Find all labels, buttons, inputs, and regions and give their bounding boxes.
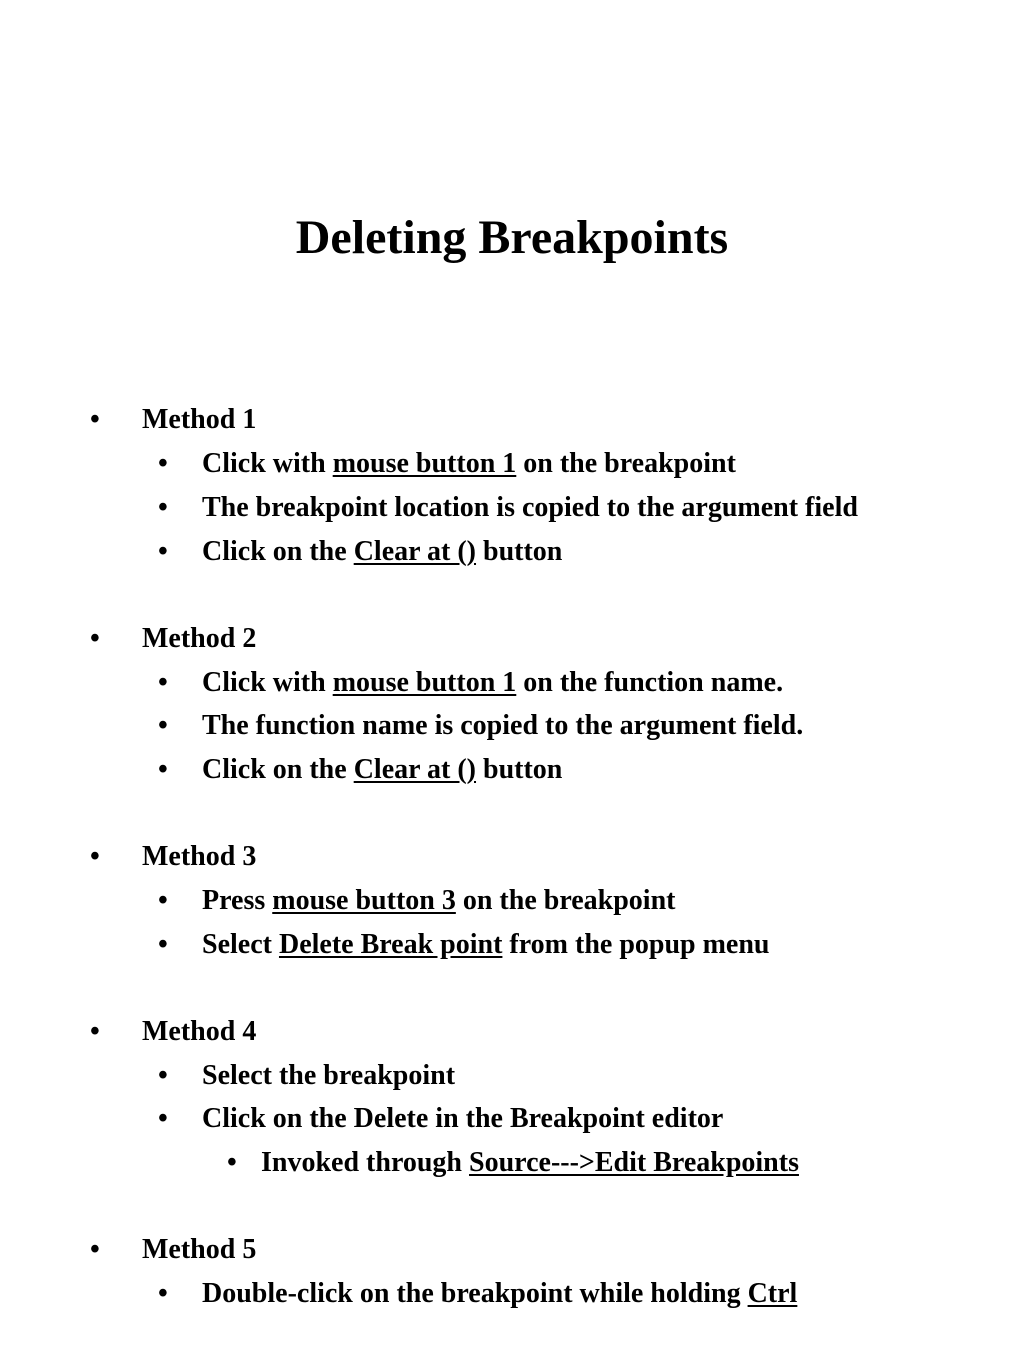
step-text: Click with	[202, 667, 333, 698]
bullet: •	[90, 1234, 100, 1265]
bullet: •	[158, 448, 168, 479]
bullet: •	[158, 754, 168, 785]
step-text: from the popup menu	[502, 929, 770, 960]
method-4-substep	[227, 1146, 799, 1180]
method-heading-text: Method 2	[142, 623, 257, 654]
method-4-step-2	[158, 1102, 724, 1136]
method-5-heading	[90, 1233, 257, 1267]
step-text: Click on the	[202, 754, 354, 785]
step-highlight: Delete Break point	[278, 929, 503, 960]
method-heading-text: Method 5	[142, 1234, 257, 1265]
bullet: •	[158, 885, 168, 916]
method-1-step-3	[158, 535, 563, 569]
bullet: •	[90, 1016, 100, 1047]
method-5-step-1	[158, 1277, 798, 1311]
bullet: •	[158, 492, 168, 523]
step-text: Click with	[202, 448, 333, 479]
bullet: •	[158, 667, 168, 698]
step-text: Invoked through	[261, 1147, 470, 1178]
method-3-step-2	[158, 928, 770, 962]
step-highlight: Clear at ()	[353, 536, 477, 567]
method-4-step-1	[158, 1059, 456, 1093]
method-2-step-1	[158, 666, 784, 700]
bullet: •	[90, 841, 100, 872]
method-1-step-2	[158, 491, 858, 525]
step-highlight: Clear at ()	[353, 754, 477, 785]
step-highlight: mouse button 1	[332, 667, 517, 698]
bullet: •	[158, 710, 168, 741]
step-text: Click on the	[202, 536, 354, 567]
bullet: •	[90, 404, 100, 435]
method-3-heading	[90, 840, 257, 874]
step-highlight: Ctrl	[747, 1278, 798, 1309]
step-text: button	[476, 536, 563, 567]
step-text: Double-click on the breakpoint while holding	[202, 1278, 748, 1309]
step-highlight: mouse button 1	[332, 448, 517, 479]
bullet: •	[90, 623, 100, 654]
method-4-heading	[90, 1015, 257, 1049]
method-2-step-2	[158, 709, 804, 743]
step-text: The breakpoint location is copied to the argument field	[202, 492, 858, 523]
step-text: Press	[202, 885, 273, 916]
step-highlight: Source--->Edit Breakpoints	[469, 1147, 799, 1178]
method-3-step-1	[158, 884, 676, 918]
step-text: on the function name.	[516, 667, 784, 698]
bullet: •	[158, 1103, 168, 1134]
step-text: button	[476, 754, 563, 785]
bullet: •	[158, 536, 168, 567]
step-text: Select the breakpoint	[202, 1060, 456, 1091]
method-2-heading	[90, 622, 257, 656]
method-heading-text: Method 4	[142, 1016, 257, 1047]
step-text: The function name is copied to the argument field.	[202, 710, 804, 741]
method-heading-text: Method 3	[142, 841, 257, 872]
method-1-heading	[90, 403, 257, 437]
slide-title: Deleting Breakpoints	[295, 211, 729, 264]
bullet: •	[158, 1278, 168, 1309]
method-1-step-1	[158, 447, 736, 481]
step-text: on the breakpoint	[516, 448, 736, 479]
bullet: •	[158, 1060, 168, 1091]
bullet: •	[227, 1147, 237, 1178]
step-text: Select	[202, 929, 279, 960]
method-heading-text: Method 1	[142, 404, 257, 435]
step-highlight: mouse button 3	[272, 885, 456, 916]
step-text: on the breakpoint	[455, 885, 676, 916]
bullet: •	[158, 929, 168, 960]
step-text: Click on the Delete in the Breakpoint editor	[202, 1103, 724, 1134]
method-2-step-3	[158, 753, 563, 787]
